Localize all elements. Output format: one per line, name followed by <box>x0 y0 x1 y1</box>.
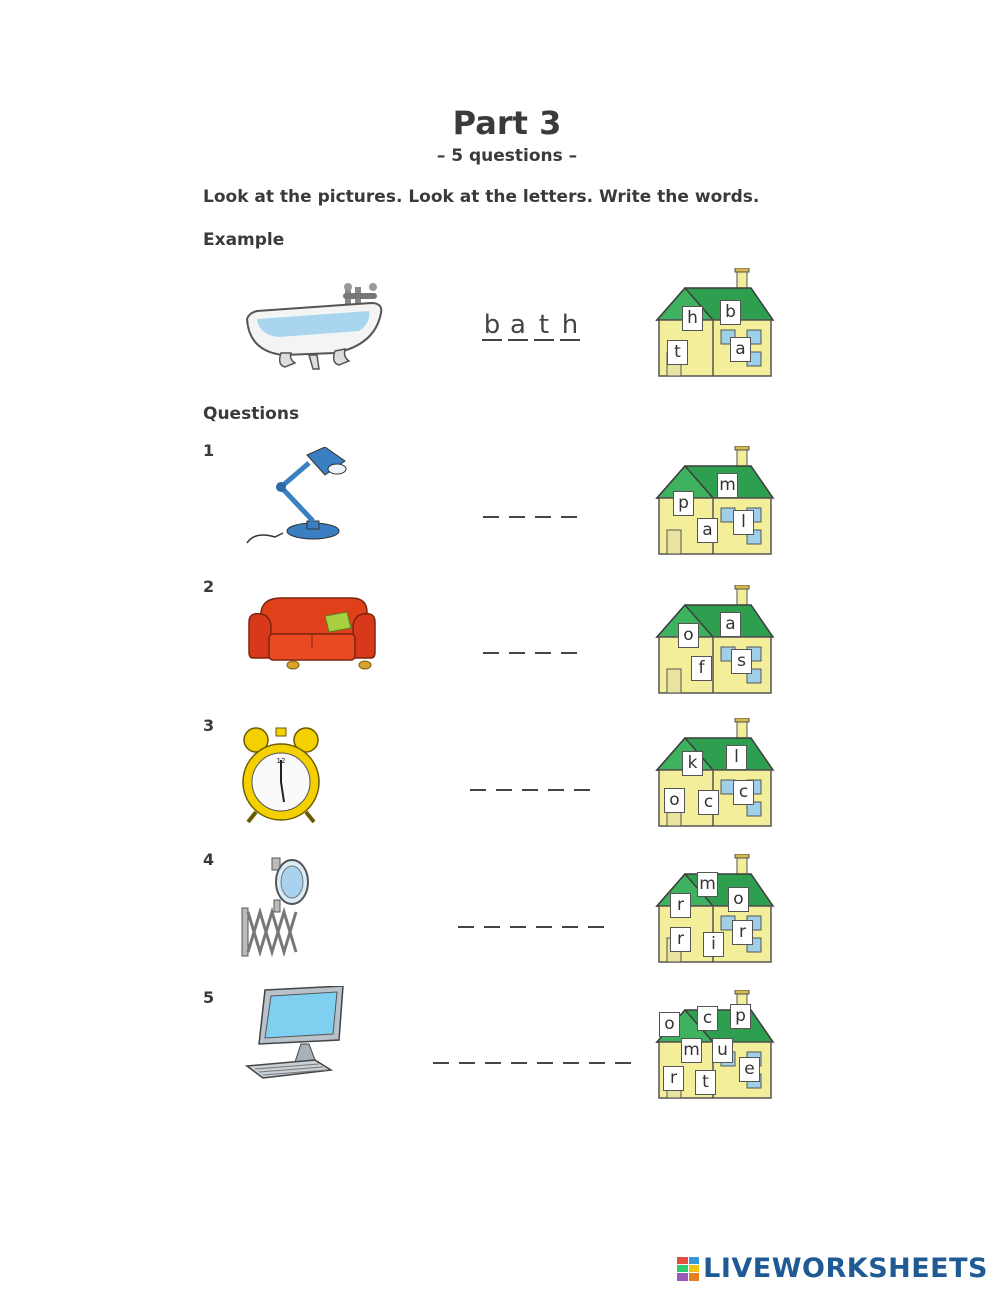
letter-tile: o <box>659 1012 680 1037</box>
letter-tile: c <box>733 780 754 805</box>
question-number: 3 <box>203 716 215 735</box>
liveworksheets-logo[interactable] <box>677 1253 988 1284</box>
letter-house <box>655 718 775 830</box>
answer-blanks[interactable] <box>470 789 590 791</box>
question-number: 2 <box>203 577 215 596</box>
letter-tile: r <box>732 920 753 945</box>
brand-name: LIVEWORKSHEETS <box>703 1253 988 1284</box>
answer-letter: t <box>534 311 554 341</box>
letter-tile: k <box>682 751 703 776</box>
letter-tile: m <box>681 1038 702 1063</box>
sofa-picture <box>247 592 377 672</box>
letter-tile: p <box>730 1004 751 1029</box>
answer-blanks[interactable] <box>483 652 578 654</box>
letter-tile: t <box>695 1070 716 1095</box>
letter-tile: o <box>678 623 699 648</box>
question-number: 5 <box>203 988 215 1007</box>
answer-letter: h <box>561 310 579 340</box>
letter-tile: o <box>728 887 749 912</box>
letter-tile: i <box>703 932 724 957</box>
letter-tile: r <box>663 1066 684 1091</box>
example-answer <box>482 310 586 341</box>
letter-tile: u <box>712 1038 733 1063</box>
letter-tile: e <box>739 1057 760 1082</box>
letter-tile: r <box>670 893 691 918</box>
letter-tile: c <box>698 790 719 815</box>
page-subtitle: – 5 questions – <box>436 146 578 166</box>
answer-letter: b <box>483 310 501 340</box>
letter-tile: l <box>726 745 747 770</box>
letter-tile: p <box>673 491 694 516</box>
question-number: 1 <box>203 441 215 460</box>
letter-house <box>655 990 775 1102</box>
svg-text:12: 12 <box>276 757 286 765</box>
letter-tile: m <box>717 473 738 498</box>
example-letter-house <box>655 268 775 380</box>
lamp-picture <box>245 447 350 547</box>
letter-house <box>655 585 775 697</box>
answer-blanks[interactable] <box>433 1062 629 1064</box>
answer-letter: a <box>508 311 528 341</box>
questions-label: Questions <box>203 404 300 424</box>
letter-tile: r <box>670 927 691 952</box>
liveworksheets-badge-icon <box>677 1257 699 1281</box>
clock-picture <box>238 726 324 824</box>
example-label: Example <box>203 230 285 250</box>
question-number: 4 <box>203 850 215 869</box>
letter-tile: l <box>733 510 754 535</box>
answer-blanks[interactable] <box>458 926 602 928</box>
bath-picture <box>243 283 388 375</box>
letter-tile: s <box>731 649 752 674</box>
answer-blanks[interactable] <box>483 516 578 518</box>
letter-tile: b <box>720 300 741 325</box>
letter-house <box>655 446 775 558</box>
letter-tile: m <box>697 872 718 897</box>
letter-tile: a <box>720 612 741 637</box>
letter-tile: c <box>697 1006 718 1031</box>
letter-tile: a <box>730 337 751 362</box>
page-title: Part 3 <box>452 104 562 142</box>
computer-picture <box>245 986 345 1082</box>
letter-house <box>655 854 775 966</box>
letter-tile: f <box>691 656 712 681</box>
letter-tile: t <box>667 340 688 365</box>
mirror-picture <box>240 856 320 958</box>
letter-tile: o <box>664 788 685 813</box>
letter-tile: a <box>697 518 718 543</box>
house-icon <box>655 585 775 697</box>
instructions: Look at the pictures. Look at the letters. Write the words. <box>203 187 760 207</box>
letter-tile: h <box>682 306 703 331</box>
